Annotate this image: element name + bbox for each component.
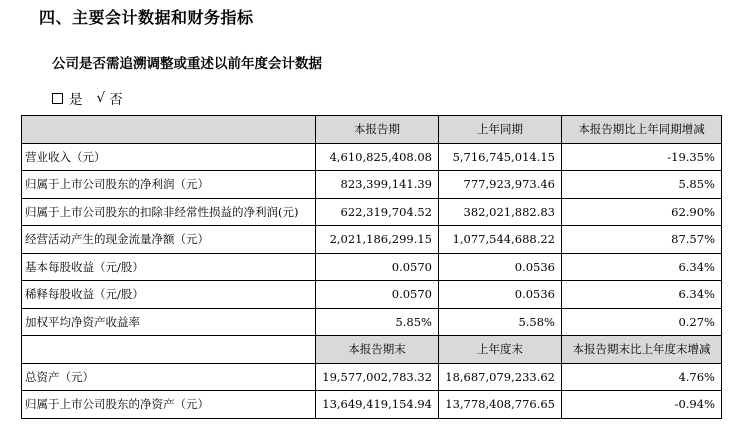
value-cell: -0.94%: [562, 391, 722, 419]
value-cell: 6.34%: [562, 281, 722, 309]
value-cell: 87.57%: [562, 226, 722, 254]
value-cell: 4,610,825,408.08: [316, 143, 439, 171]
value-cell: -19.35%: [562, 143, 722, 171]
row-label: 稀释每股收益（元/股）: [22, 281, 316, 309]
row-label: 加权平均净资产收益率: [22, 308, 316, 336]
table-row: [22, 143, 722, 171]
value-cell: 62.90%: [562, 198, 722, 226]
value-cell: 5,716,745,014.15: [439, 143, 562, 171]
value-cell: 4.76%: [562, 363, 722, 391]
value-cell: 5.85%: [562, 171, 722, 199]
table-header-row: [22, 116, 722, 144]
value-cell: 622,319,704.52: [316, 198, 439, 226]
value-cell: 5.85%: [316, 308, 439, 336]
table-row: [22, 363, 722, 391]
column-header: 本报告期比上年同期增减: [562, 116, 722, 144]
value-cell: 0.0570: [316, 253, 439, 281]
yes-label: 是: [69, 92, 83, 108]
value-cell: 777,923,973.46: [439, 171, 562, 199]
value-cell: 13,649,419,154.94: [316, 391, 439, 419]
table-row: [22, 171, 722, 199]
section-title: 四、主要会计数据和财务指标: [39, 8, 254, 27]
header-blank-cell: [22, 336, 316, 364]
value-cell: 0.0536: [439, 253, 562, 281]
column-header: 本报告期: [316, 116, 439, 144]
table-row: [22, 281, 722, 309]
value-cell: 1,077,544,688.22: [439, 226, 562, 254]
table-row: [22, 308, 722, 336]
value-cell: 6.34%: [562, 253, 722, 281]
value-cell: 0.0570: [316, 281, 439, 309]
value-cell: 823,399,141.39: [316, 171, 439, 199]
column-header: 本报告期末: [316, 336, 439, 364]
row-label: 总资产（元）: [22, 363, 316, 391]
column-header: 上年度末: [439, 336, 562, 364]
table-row: [22, 226, 722, 254]
column-header: 本报告期末比上年度末增减: [562, 336, 722, 364]
value-cell: 5.58%: [439, 308, 562, 336]
checkmark-icon: √: [96, 90, 106, 106]
row-label: 经营活动产生的现金流量净额（元）: [22, 226, 316, 254]
restatement-question: 公司是否需追溯调整或重述以前年度会计数据: [52, 56, 322, 72]
column-header: 上年同期: [439, 116, 562, 144]
value-cell: 19,577,002,783.32: [316, 363, 439, 391]
financial-indicators-table: [21, 115, 722, 419]
row-label: 归属于上市公司股东的净利润（元）: [22, 171, 316, 199]
unchecked-box-icon: [52, 93, 63, 104]
row-label: 基本每股收益（元/股）: [22, 253, 316, 281]
table-row: [22, 253, 722, 281]
value-cell: 382,021,882.83: [439, 198, 562, 226]
row-label: 归属于上市公司股东的扣除非经常性损益的净利润(元): [22, 198, 316, 226]
value-cell: 0.27%: [562, 308, 722, 336]
table-row: [22, 198, 722, 226]
restatement-answer: [52, 88, 123, 108]
value-cell: 18,687,079,233.62: [439, 363, 562, 391]
row-label: 营业收入（元）: [22, 143, 316, 171]
value-cell: 0.0536: [439, 281, 562, 309]
value-cell: 13,778,408,776.65: [439, 391, 562, 419]
value-cell: 2,021,186,299.15: [316, 226, 439, 254]
no-label: 否: [109, 92, 123, 108]
row-label: 归属于上市公司股东的净资产（元）: [22, 391, 316, 419]
table-header-row: [22, 336, 722, 364]
header-blank-cell: [22, 116, 316, 144]
table-row: [22, 391, 722, 419]
